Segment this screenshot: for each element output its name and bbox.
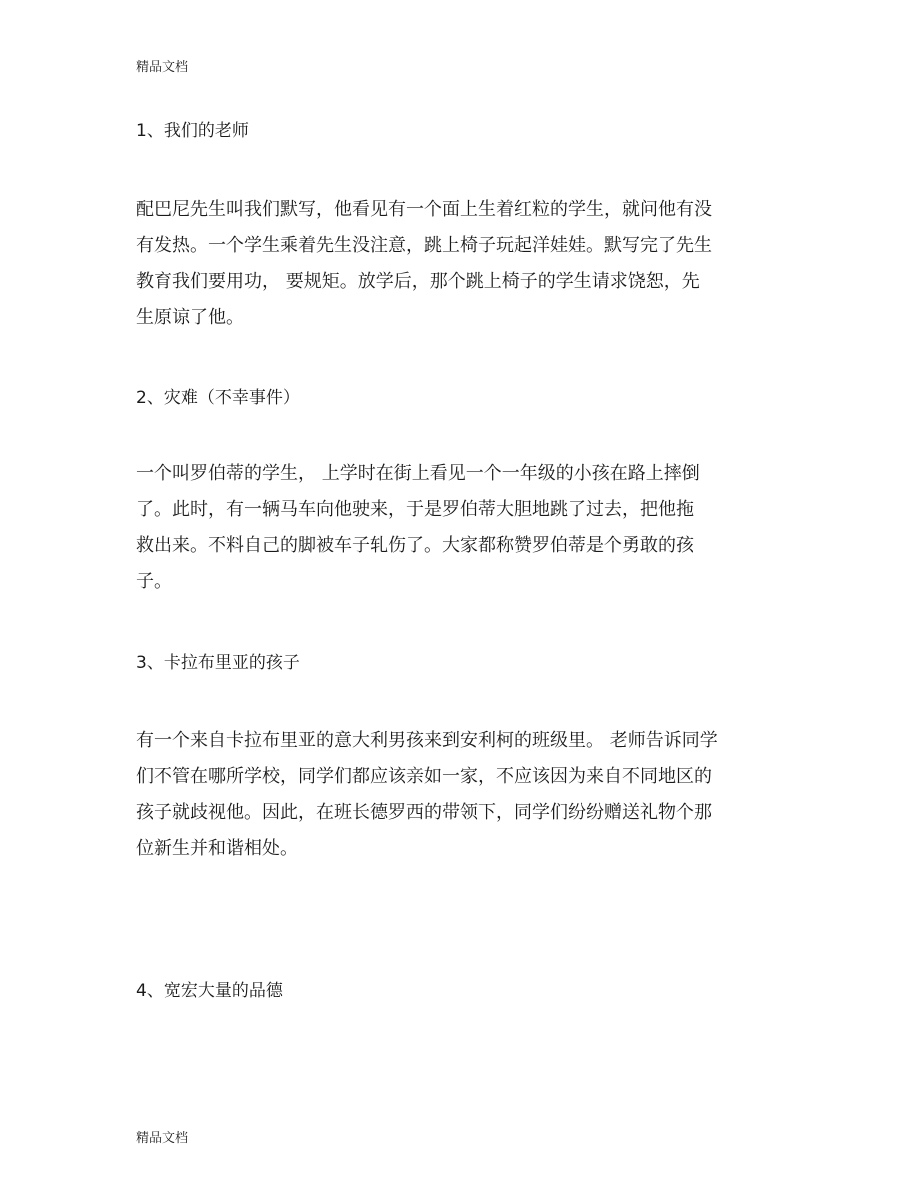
page-header: 精品文档	[136, 60, 189, 75]
paragraph-line: 教育我们要用功， 要规矩。放学后，那个跳上椅子的学生请求饶恕，先	[136, 271, 700, 292]
paragraph-line: 子。	[136, 571, 172, 592]
paragraph-line: 有发热。一个学生乘着先生没注意，跳上椅子玩起洋娃娃。默写完了先生	[136, 235, 712, 256]
section-2-paragraph	[136, 456, 776, 600]
section-3-paragraph	[136, 723, 776, 867]
section-2-heading: 2、灾难（不幸事件）	[136, 388, 300, 408]
paragraph-line: 了。此时，有一辆马车向他驶来，于是罗伯蒂大胆地跳了过去，把他拖	[136, 499, 694, 520]
paragraph-line: 生原谅了他。	[136, 307, 244, 328]
section-1-paragraph	[136, 192, 776, 336]
paragraph-line: 救出来。不料自己的脚被车子轧伤了。大家都称赞罗伯蒂是个勇敢的孩	[136, 535, 694, 556]
section-3-heading: 3、卡拉布里亚的孩子	[136, 653, 300, 673]
paragraph-line: 位新生并和谐相处。	[136, 838, 298, 859]
paragraph-line: 配巴尼先生叫我们默写，他看见有一个面上生着红粒的学生，就问他有没	[136, 199, 712, 220]
section-4-heading: 4、宽宏大量的品德	[136, 981, 283, 1001]
paragraph-line: 们不管在哪所学校，同学们都应该亲如一家，不应该因为来自不同地区的	[136, 766, 712, 787]
paragraph-line: 有一个来自卡拉布里亚的意大利男孩来到安利柯的班级里。 老师告诉同学	[136, 730, 718, 751]
section-1-heading: 1、我们的老师	[136, 121, 249, 141]
paragraph-line: 一个叫罗伯蒂的学生， 上学时在街上看见一个一年级的小孩在路上摔倒	[136, 463, 700, 484]
page-footer: 精品文档	[136, 1131, 189, 1146]
paragraph-line: 孩子就歧视他。因此，在班长德罗西的带领下，同学们纷纷赠送礼物个那	[136, 802, 712, 823]
